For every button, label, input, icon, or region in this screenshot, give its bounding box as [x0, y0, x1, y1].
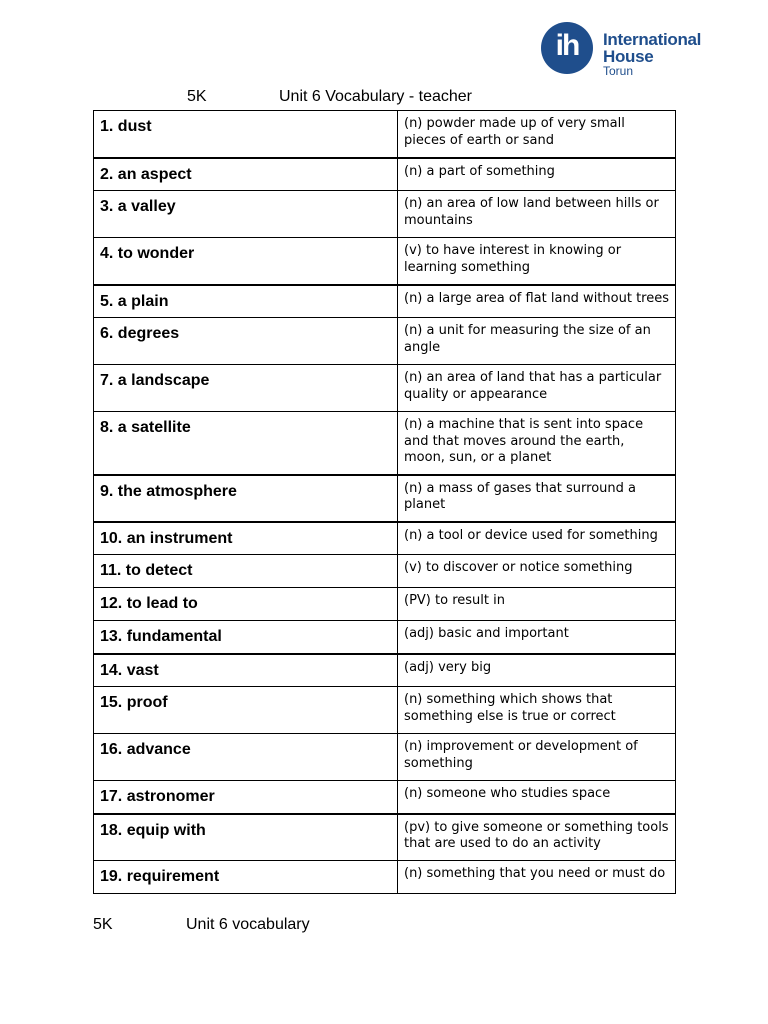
vocab-row [94, 365, 676, 412]
vocab-word: 7. a landscape [94, 365, 398, 412]
vocab-row [94, 522, 676, 555]
vocab-definition: (PV) to result in [398, 588, 676, 621]
vocab-definition: (n) an area of land that has a particular quality or appearance [398, 365, 676, 412]
vocab-word: 15. proof [94, 687, 398, 734]
vocab-definition: (n) something that you need or must do [398, 861, 676, 894]
vocab-row [94, 654, 676, 687]
logo-text-line1: International [603, 30, 702, 49]
vocab-definition: (adj) basic and important [398, 621, 676, 654]
vocab-row [94, 555, 676, 588]
vocab-definition: (n) a large area of flat land without trees [398, 285, 676, 318]
vocab-word: 11. to detect [94, 555, 398, 588]
vocab-row [94, 687, 676, 734]
vocab-word: 17. astronomer [94, 781, 398, 814]
vocabulary-table-body [94, 111, 676, 894]
vocab-word: 14. vast [94, 654, 398, 687]
vocab-word: 10. an instrument [94, 522, 398, 555]
vocab-word: 2. an aspect [94, 158, 398, 191]
vocab-row [94, 621, 676, 654]
international-house-logo [541, 22, 716, 78]
vocab-definition: (n) someone who studies space [398, 781, 676, 814]
vocab-row [94, 318, 676, 365]
logo-text-line3: Torun [603, 64, 634, 78]
footer-class-code: 5K [93, 916, 113, 933]
vocab-row [94, 781, 676, 814]
vocab-word: 8. a satellite [94, 412, 398, 475]
class-code: 5K [187, 88, 207, 105]
vocab-row [94, 814, 676, 861]
footer-title: Unit 6 vocabulary [186, 916, 310, 933]
vocab-row [94, 861, 676, 894]
vocab-row [94, 412, 676, 475]
vocab-definition: (v) to discover or notice something [398, 555, 676, 588]
page-title: Unit 6 Vocabulary - teacher [279, 88, 472, 105]
vocab-word: 3. a valley [94, 191, 398, 238]
vocab-row [94, 111, 676, 158]
vocab-definition: (pv) to give someone or something tools that are used to do an activity [398, 814, 676, 861]
vocab-word: 12. to lead to [94, 588, 398, 621]
logo-text-line2: House [603, 47, 654, 66]
vocab-definition: (n) powder made up of very small pieces of earth or sand [398, 111, 676, 158]
vocab-row [94, 238, 676, 285]
vocab-word: 13. fundamental [94, 621, 398, 654]
vocab-word: 5. a plain [94, 285, 398, 318]
vocab-word: 9. the atmosphere [94, 475, 398, 522]
vocab-definition: (n) something which shows that something else is true or correct [398, 687, 676, 734]
vocab-word: 1. dust [94, 111, 398, 158]
vocab-row [94, 475, 676, 522]
vocab-word: 4. to wonder [94, 238, 398, 285]
vocab-definition: (n) a part of something [398, 158, 676, 191]
vocab-definition: (n) an area of low land between hills or mountains [398, 191, 676, 238]
vocab-word: 6. degrees [94, 318, 398, 365]
vocab-word: 19. requirement [94, 861, 398, 894]
vocab-row [94, 734, 676, 781]
vocab-definition: (n) improvement or development of something [398, 734, 676, 781]
vocab-definition: (n) a unit for measuring the size of an angle [398, 318, 676, 365]
vocab-word: 18. equip with [94, 814, 398, 861]
vocabulary-table [93, 110, 676, 894]
vocab-definition: (v) to have interest in knowing or learning something [398, 238, 676, 285]
vocab-definition: (n) a tool or device used for something [398, 522, 676, 555]
vocab-row [94, 588, 676, 621]
vocab-word: 16. advance [94, 734, 398, 781]
vocab-row [94, 285, 676, 318]
vocab-definition: (n) a mass of gases that surround a planet [398, 475, 676, 522]
vocab-row [94, 191, 676, 238]
ih-logo-mark: ih [541, 22, 593, 74]
vocab-row [94, 158, 676, 191]
vocab-definition: (n) a machine that is sent into space and that moves around the earth, moon, sun, or a planet [398, 412, 676, 475]
vocab-definition: (adj) very big [398, 654, 676, 687]
